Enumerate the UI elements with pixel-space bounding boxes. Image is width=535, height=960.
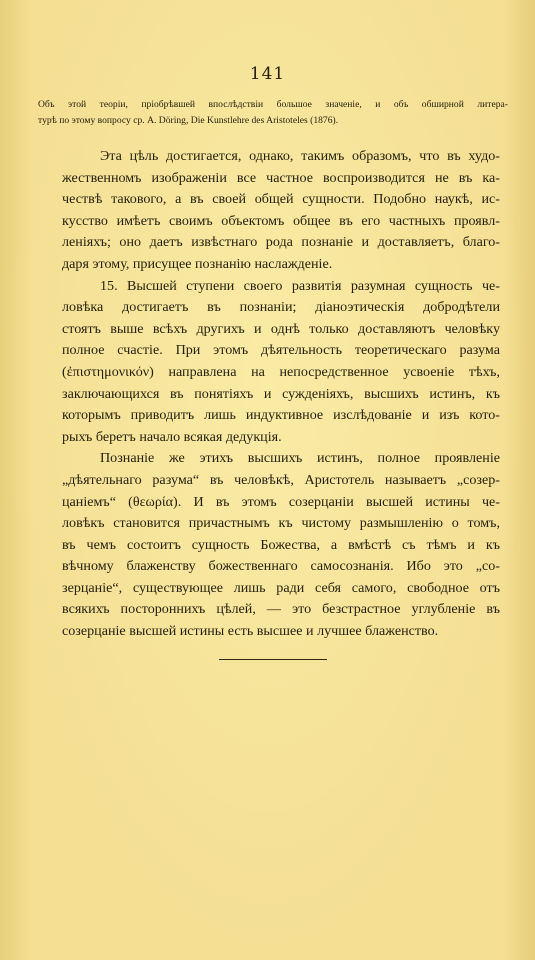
paragraph-line: даря этому, присущее познанію наслажденіе.: [62, 255, 333, 272]
paragraph-line: цаніемъ“ (θεωρία). И въ этомъ созерцаніи высшей истины че-: [62, 493, 500, 510]
paragraph-line: ловѣкъ становится причастнымъ къ чистому размышленію о томъ,: [62, 515, 500, 532]
paragraph-line: Эта цѣль достигается, однако, такимъ образомъ, что въ худо-: [100, 148, 500, 164]
footnote-line: турѣ по этому вопросу ср. A. Döring, Die Kunstlehre des Aristoteles (1876).: [38, 115, 339, 126]
paragraph-line: кусство имѣетъ своимъ объектомъ общее въ его частныхъ проявл-: [62, 212, 500, 229]
paragraph-line: чествѣ такового, а въ своей общей сущности. Подобно наукѣ, ис-: [62, 191, 500, 208]
footnote-line: Объ этой теоріи, пріобрѣвшей впослѣдствіи большое значеніе, и объ обширной литера-: [38, 99, 508, 110]
paragraph-line: заключающихся въ понятіяхъ и сужденіяхъ, высшихъ истинъ, къ: [62, 385, 500, 402]
paragraph-line: леніяхъ; оно даетъ извѣстнаго рода познаніе и доставляетъ, благо-: [62, 234, 500, 251]
paragraph-line: рыхъ беретъ начало всякая дедукція.: [62, 428, 282, 445]
paragraph-line: Познаніе же этихъ высшихъ истинъ, полное проявленіе: [100, 450, 500, 467]
end-divider: [219, 659, 327, 660]
paragraph-line: 15. Высшей ступени своего развитія разумная сущность че-: [100, 277, 500, 294]
paragraph-line: зерцаніе“, существующее лишь ради себя самого, свободное отъ: [62, 579, 500, 596]
paragraph-line: полное счастіе. При этомъ дѣятельность теоретическаго разума: [62, 342, 500, 359]
paragraph-line: „дѣятельнаго разума“ въ человѣкѣ, Аристотель называетъ „созер-: [62, 471, 500, 488]
paragraph-line: стоятъ выше всѣхъ другихъ и однѣ только доставляютъ человѣку: [62, 320, 500, 337]
footnote: [38, 97, 508, 129]
paragraph-line: (ἐπιστημονικόν) направлена на непосредственное усвоеніе тѣхъ,: [62, 363, 500, 380]
body-text: [62, 146, 500, 643]
paragraph-line: ловѣка достигаетъ въ познаніи; діаноэтическія добродѣтели: [62, 299, 500, 316]
paragraph-line: въ чемъ состоитъ сущность Божества, а вмѣстѣ съ тѣмъ и къ: [62, 536, 500, 553]
paragraph-line: которымъ приводитъ лишь индуктивное изслѣдованіе и изъ кото-: [62, 407, 500, 424]
page-number: 141: [249, 64, 286, 84]
paragraph-line: всякихъ постороннихъ цѣлей, — это безстрастное углубленіе въ: [62, 601, 500, 618]
paragraph-line: созерцаніе высшей истины есть высшее и лучшее блаженство.: [62, 623, 439, 640]
paragraph-line: жественномъ изображеніи все частное воспроизводится не въ ка-: [62, 169, 500, 186]
paragraph-line: вѣчному блаженству божественнаго самосознанія. Ибо это „со-: [62, 558, 500, 575]
